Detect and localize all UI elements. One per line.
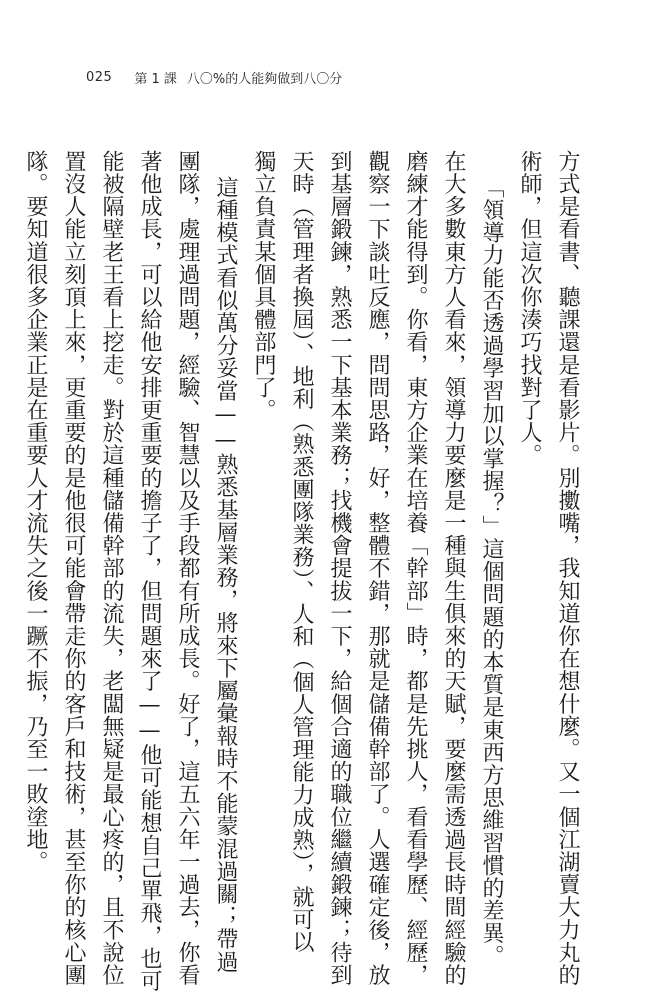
text-line: 隊。要知道很多企業正是在重要人才流失之後一蹶不振，乃至一敗塗地。 xyxy=(23,150,48,874)
text-line: 到基層鍛鍊，熟悉一下基本業務；找機會提拔一下，給個合適的職位繼續鍛鍊；待到 xyxy=(327,150,352,987)
text-line: 團隊，處理過問題，經驗、智慧以及手段都有所成長。好了，這五六年一過去，你看 xyxy=(175,150,200,987)
text-line: 磨練才能得到。你看，東方企業在培養「幹部」時，都是先挑人，看看學歷、經歷， xyxy=(403,150,428,987)
text-line: 術師，但這次你湊巧找對了人。 xyxy=(517,150,542,467)
chapter-label: 第 1 課 xyxy=(134,71,177,87)
text-line: 置沒人能立刻頂上來，更重要的是他很可能會帶走你的客戶和技術，甚至你的核心團 xyxy=(61,150,86,987)
text-line: 能被隔壁老王看上挖走。對於這種儲備幹部的流失，老闆無疑是最心疼的，且不說位 xyxy=(99,150,124,987)
text-line: 「領導力能否透過學習加以掌握？」這個問題的本質是東西方思維習慣的差異。 xyxy=(479,176,504,967)
text-line: 這種模式看似萬分妥當——熟悉基層業務，將來下屬彙報時不能蒙混過關；帶過 xyxy=(213,176,238,973)
text-line: 觀察一下談吐反應，問問思路，好，整體不錯，那就是儲備幹部了。人選確定後，放 xyxy=(365,150,390,987)
text-line: 天時（管理者換屆）、地利（熟悉團隊業務）、人和（個人管理能力成熟），就可以 xyxy=(289,150,314,954)
text-line: 獨立負責某個具體部門了。 xyxy=(251,150,276,422)
text-line: 在大多數東方人看來，領導力要麼是一種與生俱來的天賦，要麼需透過長時間經驗的 xyxy=(441,150,466,987)
text-line: 著他成長，可以給他安排更重要的擔子了，但問題來了——他可能想自己單飛，也可 xyxy=(137,150,162,992)
text-line: 方式是看書、聽課還是看影片。別擻嘴，我知道你在想什麼。又一個江湖賣大力丸的 xyxy=(555,150,580,987)
chapter-title: 八〇%的人能夠做到八〇分 xyxy=(186,71,343,87)
page-number: 025 xyxy=(86,69,113,85)
